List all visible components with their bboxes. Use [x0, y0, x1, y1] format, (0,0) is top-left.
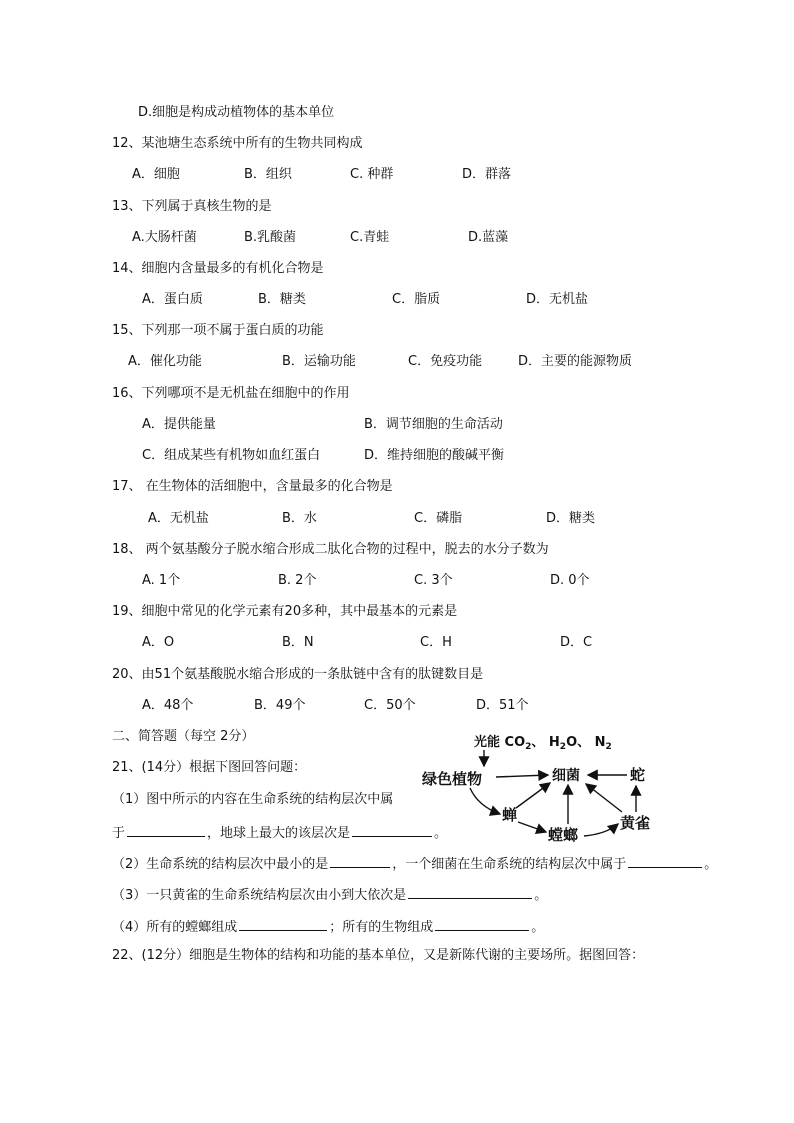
node-bacteria: 细菌: [552, 768, 580, 784]
food-web-diagram: [420, 728, 668, 846]
q15-option-a: A．催化功能: [128, 354, 202, 369]
q15-option-c: C．免疫功能: [408, 354, 483, 369]
q11-option-d: D.细胞是构成动植物体的基本单位: [138, 105, 335, 120]
q13-option-d: D.蓝藻: [468, 230, 509, 245]
q12-option-c: C. 种群: [350, 167, 394, 182]
arrow-mantis-to-oriole: [584, 824, 618, 836]
node-green-plant: 绿色植物: [422, 770, 483, 788]
q14-option-a: A．蛋白质: [142, 292, 203, 307]
q21-part4-prefix: （4）所有的螳螂组成: [112, 920, 238, 935]
q15-option-d: D．主要的能源物质: [518, 354, 633, 369]
answer-blank[interactable]: [127, 823, 205, 837]
answer-blank[interactable]: [435, 917, 529, 931]
q21-part4: [112, 917, 544, 936]
q20-stem: 20、由51个氨基酸脱水缩合形成的一条肽链中含有的肽键数目是: [112, 667, 484, 682]
q18-stem: 18、 两个氨基酸分子脱水缩合形成二肽化合物的过程中，脱去的水分子数为: [112, 542, 549, 557]
q21-part1-line1: （1）图中所示的内容在生命系统的结构层次中属: [112, 792, 394, 807]
q18-option-d: D. 0个: [550, 573, 590, 588]
q17-option-d: D．糖类: [546, 511, 596, 526]
q21-stem: 21、(14分）根据下图回答问题：: [112, 760, 307, 775]
q14-option-d: D．无机盐: [526, 292, 589, 307]
q21-part3-end: 。: [534, 888, 548, 903]
q17-option-a: A．无机盐: [148, 511, 209, 526]
answer-blank[interactable]: [239, 917, 327, 931]
q20-option-a: A．48个: [142, 698, 194, 713]
q12-option-d: D．群落: [462, 167, 512, 182]
q20-option-c: C．50个: [364, 698, 416, 713]
q14-stem: 14、细胞内含量最多的有机化合物是: [112, 261, 324, 276]
q12-option-b: B．组织: [244, 167, 292, 182]
q21-part2-prefix: （2）生命系统的结构层次中最小的是: [112, 857, 329, 872]
q18-option-c: C. 3个: [414, 573, 453, 588]
answer-blank[interactable]: [408, 885, 532, 899]
q21-part2-mid: ，一个细菌在生命系统的结构层次中属于: [392, 857, 627, 872]
arrow-plant-to-cicada: [470, 788, 500, 814]
q21-part2: [112, 854, 717, 873]
energy-inputs-label: 光能 $CO_2$、 $H_2O$、 $N_2$: [474, 735, 612, 752]
q16-option-c: C．组成某些有机物如血红蛋白: [142, 448, 321, 463]
q21-part3: [112, 885, 547, 904]
node-snake: 蛇: [630, 766, 646, 784]
q18-option-b: B. 2个: [278, 573, 317, 588]
q21-part1-mid: ，地球上最大的该层次是: [207, 826, 351, 841]
q21-part1-prefix: 于: [112, 826, 126, 841]
q22-stem: 22、(12分）细胞是生物体的结构和功能的基本单位，又是新陈代谢的主要场所。据图回答：: [112, 948, 645, 963]
q20-option-b: B．49个: [254, 698, 306, 713]
q19-option-c: C．H: [420, 635, 452, 650]
q16-option-b: B．调节细胞的生命活动: [364, 417, 503, 432]
q13-stem: 13、下列属于真核生物的是: [112, 199, 272, 214]
q14-option-b: B．糖类: [258, 292, 306, 307]
q21-part3-prefix: （3）一只黄雀的生命系统结构层次由小到大依次是: [112, 888, 407, 903]
q17-option-c: C．磷脂: [414, 511, 463, 526]
answer-blank[interactable]: [330, 854, 390, 868]
node-cicada: 蝉: [502, 806, 518, 824]
q21-part4-end: 。: [531, 920, 545, 935]
q16-stem: 16、下列哪项不是无机盐在细胞中的作用: [112, 386, 350, 401]
q13-option-b: B.乳酸菌: [244, 230, 297, 245]
q15-stem: 15、下列那一项不属于蛋白质的功能: [112, 323, 324, 338]
q14-option-c: C．脂质: [392, 292, 441, 307]
arrow-oriole-to-bacteria: [586, 784, 622, 812]
q20-option-d: D．51个: [476, 698, 529, 713]
q12-stem: 12、某池塘生态系统中所有的生物共同构成: [112, 136, 363, 151]
q17-stem: 17、 在生物体的活细胞中，含量最多的化合物是: [112, 479, 393, 494]
answer-blank[interactable]: [628, 854, 702, 868]
q19-option-b: B．N: [282, 635, 314, 650]
q19-option-d: D．C: [560, 635, 593, 650]
q17-option-b: B．水: [282, 511, 317, 526]
q13-option-c: C.青蛙: [350, 230, 390, 245]
node-mantis: 螳螂: [548, 826, 579, 844]
node-oriole: 黄雀: [620, 814, 651, 832]
q19-option-a: A．O: [142, 635, 175, 650]
q15-option-b: B．运输功能: [282, 354, 356, 369]
q21-part2-end: 。: [704, 857, 718, 872]
q19-stem: 19、细胞中常见的化学元素有20多种，其中最基本的元素是: [112, 604, 458, 619]
q21-part1-end: 。: [434, 826, 448, 841]
q16-option-d: D．维持细胞的酸碱平衡: [364, 448, 505, 463]
q12-option-a: A．细胞: [132, 167, 180, 182]
section-heading: 二、简答题（每空 2分）: [112, 729, 255, 744]
q13-option-a: A.大肠杆菌: [132, 230, 197, 245]
arrow-cicada-to-bacteria: [516, 783, 550, 808]
q21-part1-line2: [112, 823, 447, 842]
q18-option-a: A. 1个: [142, 573, 181, 588]
arrow-plant-to-bacteria: [496, 775, 548, 777]
q21-part4-mid: ；所有的生物组成: [329, 920, 434, 935]
q16-option-a: A．提供能量: [142, 417, 216, 432]
arrow-cicada-to-mantis: [518, 822, 546, 832]
